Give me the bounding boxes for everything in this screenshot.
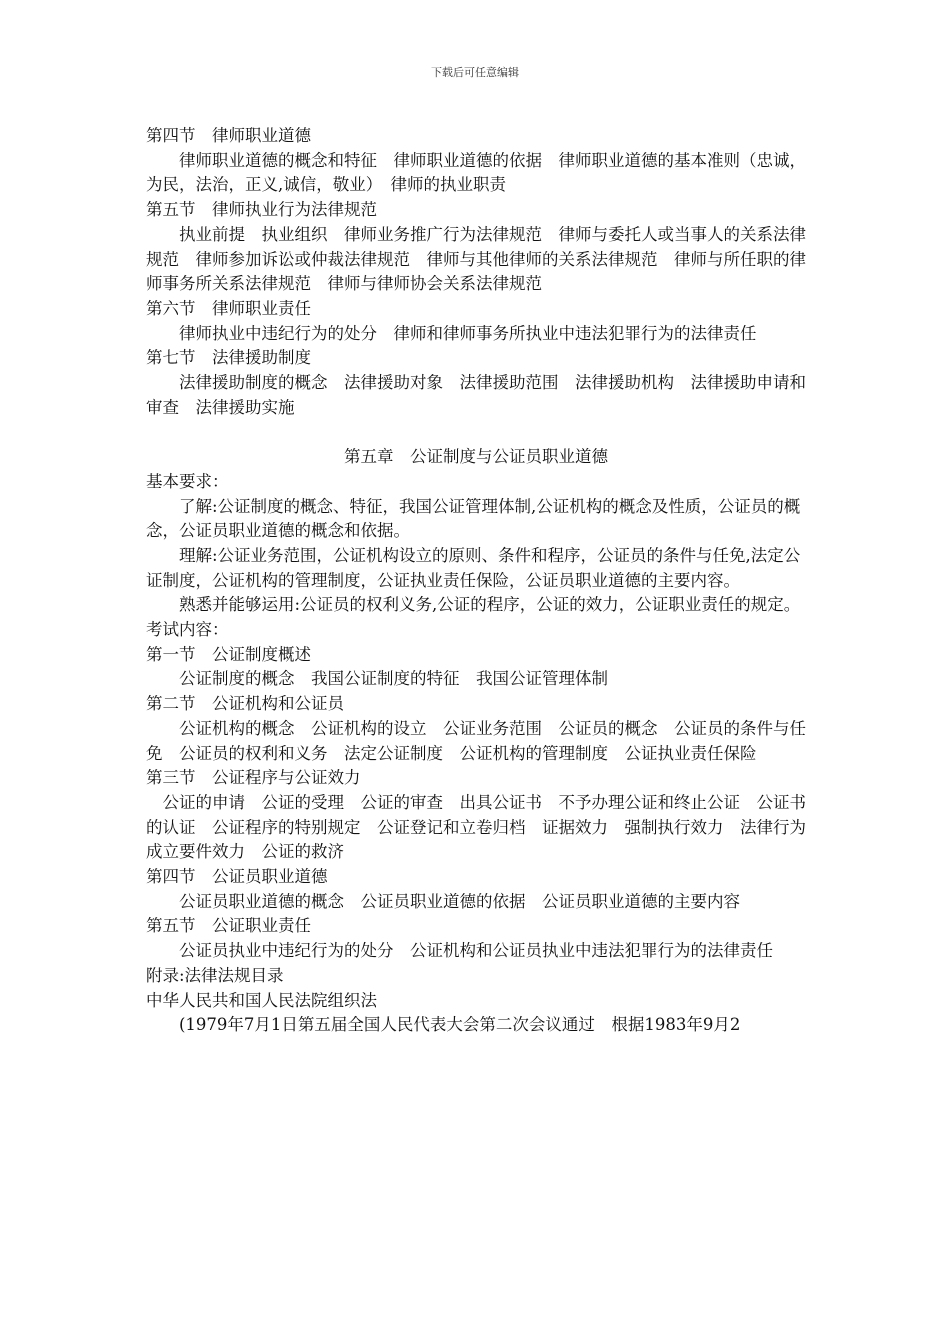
law-note: (1979年7月1日第五届全国人民代表大会第二次会议通过 根据1983年9月2	[179, 1015, 741, 1035]
requirement-know: 了解:公证制度的概念、特征，我国公证管理体制,公证机构的概念及性质，公证员的概念，公证员职业道德的概念和依据。	[146, 496, 801, 541]
section-title: 第四节 律师职业道德	[146, 126, 311, 145]
section-body: 公证员执业中违纪行为的处分 公证机构和公证员执业中违法犯罪行为的法律责任	[179, 941, 773, 961]
section-title: 第三节 公证程序与公证效力	[146, 768, 361, 788]
section-body: 公证员职业道德的概念 公证员职业道德的依据 公证员职业道德的主要内容	[179, 891, 740, 911]
law-title: 中华人民共和国人民法院组织法	[146, 990, 377, 1010]
section-body: 公证制度的概念 我国公证制度的特征 我国公证管理体制	[179, 669, 608, 689]
blank-line	[146, 420, 806, 445]
section-title: 第五节 律师执业行为法律规范	[146, 200, 377, 220]
section-title: 第四节 公证员职业道德	[146, 867, 328, 887]
section-body: 法律援助制度的概念 法律援助对象 法律援助范围 法律援助机构 法律援助申请和审查 法律援助实施	[146, 373, 806, 417]
page-header-note: 下载后可任意编辑	[431, 66, 519, 79]
requirement-understand: 理解:公证业务范围，公证机构设立的原则、条件和程序，公证员的条件与任免,法定公证制度，公证机构的管理制度，公证执业责任保险，公证员职业道德的主要内容。	[146, 545, 801, 590]
section-body: 律师执业中违纪行为的处分 律师和律师事务所执业中违法犯罪行为的法律责任	[179, 323, 757, 343]
section-title: 第五节 公证职业责任	[146, 916, 311, 936]
section-title: 第六节 律师职业责任	[146, 298, 311, 318]
document-body	[146, 124, 806, 1038]
section-title: 第二节 公证机构和公证员	[146, 694, 344, 714]
appendix-title: 附录:法律法规目录	[146, 965, 284, 985]
section-body: 执业前提 执业组织 律师业务推广行为法律规范 律师与委托人或当事人的关系法律规范 律师参加诉讼或仲裁法律规范 律师与其他律师的关系法律规范 律师与所任职的律师事务所关系法律规范 律师与律师协会关系法律规范	[146, 224, 806, 294]
requirement-apply: 熟悉并能够运用:公证员的权利义务,公证的程序，公证的效力，公证职业责任的规定。	[179, 595, 801, 615]
section-body: 公证的申请 公证的受理 公证的审查 出具公证书 不予办理公证和终止公证 公证书的认证 公证程序的特别规定 公证登记和立卷归档 证据效力 强制执行效力 法律行为成立要件效力 公证的救济	[146, 792, 806, 862]
exam-content-label: 考试内容：	[146, 620, 229, 640]
section-title: 第一节 公证制度概述	[146, 644, 311, 664]
section-title: 第七节 法律援助制度	[146, 348, 311, 368]
requirements-label: 基本要求：	[146, 471, 229, 491]
chapter-title: 第五章 公证制度与公证员职业道德	[344, 447, 608, 467]
section-body: 律师职业道德的概念和特征 律师职业道德的依据 律师职业道德的基本准则（忠诚，为民，法治，正义,诚信，敬业） 律师的执业职责	[146, 150, 806, 195]
section-body: 公证机构的概念 公证机构的设立 公证业务范围 公证员的概念 公证员的条件与任免 公证员的权利和义务 法定公证制度 公证机构的管理制度 公证执业责任保险	[146, 718, 806, 763]
